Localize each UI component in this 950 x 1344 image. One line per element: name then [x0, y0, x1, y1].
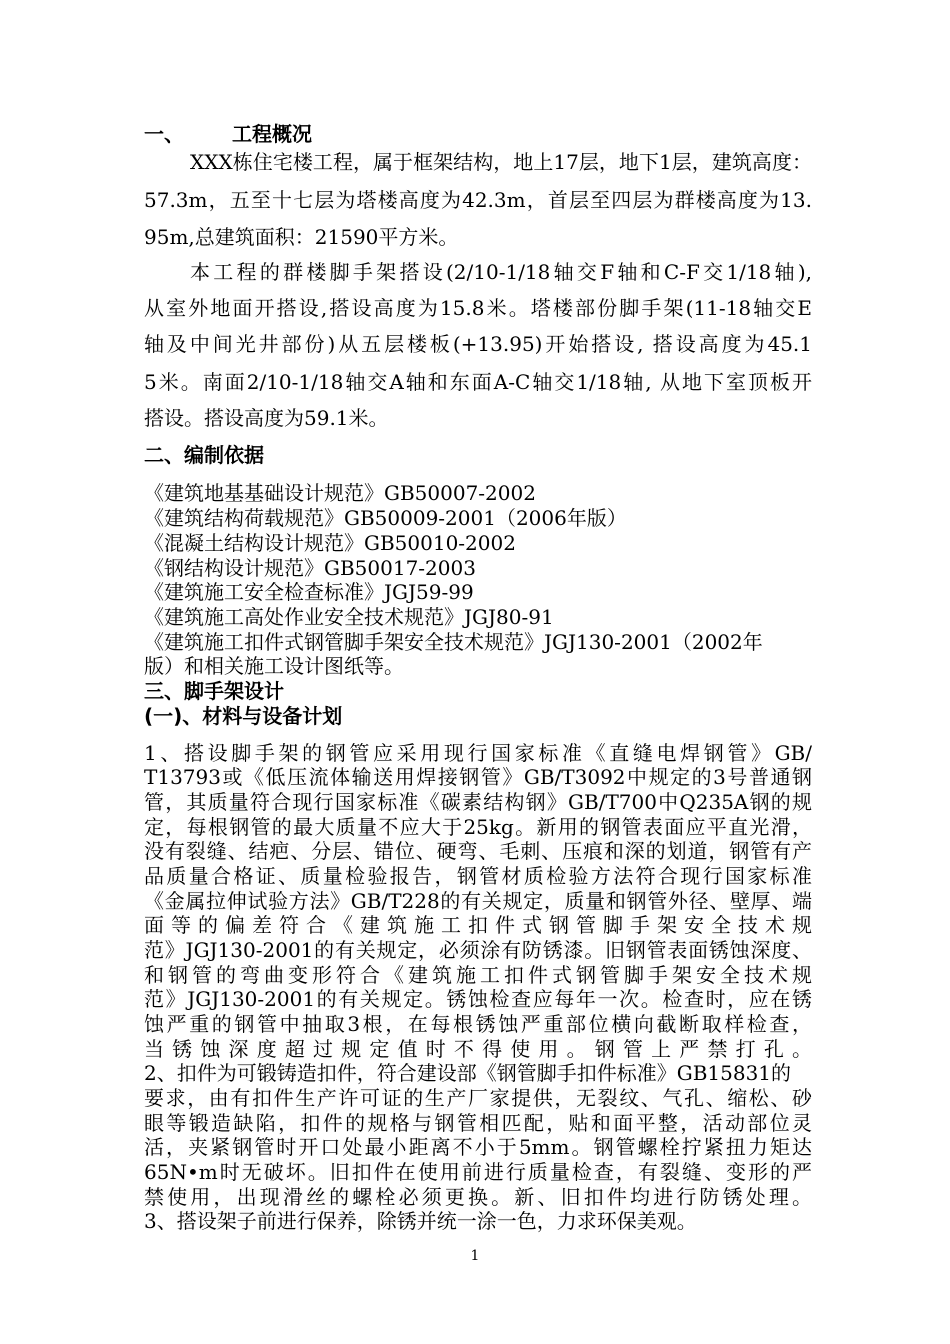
paragraph-line: 本工程的群楼脚手架搭设(2/10-1/18轴交F轴和C-F交1/18轴),: [190, 260, 812, 284]
reference-item: 《建筑结构荷载规范》GB50009-2001（2006年版）: [144, 506, 627, 530]
reference-item: 《建筑施工安全检查标准》JGJ59-99: [144, 580, 474, 604]
paragraph-line: 搭设。搭设高度为59.1米。: [144, 406, 389, 430]
section-heading-3: 三、脚手架设计: [144, 679, 284, 703]
page-number: 1: [470, 1248, 480, 1264]
paragraph-line: 要求，由有扣件生产许可证的生产厂家提供，无裂纹、气孔、缩松、砂: [144, 1086, 812, 1110]
paragraph-line: 1、搭设脚手架的钢管应采用现行国家标准《直缝电焊钢管》GB/: [144, 741, 812, 765]
paragraph-line: 95m,总建筑面积：21590平方米。: [144, 225, 459, 249]
paragraph-line: 《金属拉伸试验方法》GB/T228的有关规定，质量和钢管外径、壁厚、端: [144, 889, 812, 913]
paragraph-line: 57.3m，五至十七层为塔楼高度为42.3m，首层至四层为群楼高度为13.: [144, 188, 812, 212]
paragraph-line: T13793或《低压流体输送用焊接钢管》GB/T3092中规定的3号普通钢: [144, 765, 812, 789]
section-title: 工程概况: [232, 122, 312, 146]
paragraph-line: 范》JGJ130-2001的有关规定。锈蚀检查应每年一次。检查时，应在锈: [144, 987, 812, 1011]
reference-item: 《建筑施工扣件式钢管脚手架安全技术规范》JGJ130-2001（2002年: [144, 630, 763, 654]
paragraph-line: XXX栋住宅楼工程，属于框架结构，地上17层，地下1层，建筑高度：: [190, 150, 812, 174]
reference-item: 《建筑地基基础设计规范》GB50007-2002: [144, 481, 536, 505]
section-heading-2: 二、编制依据: [144, 443, 264, 467]
paragraph-line: 3、搭设架子前进行保养，除锈并统一涂一色，力求环保美观。: [144, 1209, 697, 1233]
paragraph-line: 定，每根钢管的最大质量不应大于25kg。新用的钢管表面应平直光滑，: [144, 815, 812, 839]
paragraph-line: 轴及中间光井部份)从五层楼板(+13.95)开始搭设, 搭设高度为45.1: [144, 332, 812, 356]
paragraph-line: 活，夹紧钢管时开口处最小距离不小于5mm。钢管螺栓拧紧扭力矩达: [144, 1135, 812, 1159]
paragraph-line: 眼等锻造缺陷，扣件的规格与钢管相匹配，贴和面平整，活动部位灵: [144, 1111, 812, 1135]
paragraph-line: 当锈蚀深度超过规定值时不得使用。钢管上严禁打孔。: [144, 1037, 812, 1061]
section-number: 一、: [144, 122, 184, 146]
paragraph-line: 蚀严重的钢管中抽取3根，在每根锈蚀严重部位横向截断取样检查，: [144, 1012, 812, 1036]
reference-item: 《混凝土结构设计规范》GB50010-2002: [144, 531, 516, 555]
paragraph-line: 5米。南面2/10-1/18轴交A轴和东面A-C轴交1/18轴, 从地下室顶板开: [144, 370, 812, 394]
paragraph-line: 和钢管的弯曲变形符合《建筑施工扣件式钢管脚手架安全技术规: [144, 963, 812, 987]
subsection-heading: (一)、材料与设备计划: [144, 704, 343, 728]
paragraph-line: 面等的偏差符合《建筑施工扣件式钢管脚手架安全技术规: [144, 913, 812, 937]
paragraph-line: 2、扣件为可锻铸造扣件，符合建设部《钢管脚手扣件标准》GB15831的: [144, 1061, 792, 1085]
paragraph-line: 65N•m时无破坏。旧扣件在使用前进行质量检查，有裂缝、变形的严: [144, 1160, 812, 1184]
paragraph-line: 禁使用，出现滑丝的螺栓必须更换。新、旧扣件均进行防锈处理。: [144, 1185, 812, 1209]
paragraph-line: 品质量合格证、质量检验报告，钢管材质检验方法符合现行国家标准: [144, 864, 812, 888]
reference-item: 《钢结构设计规范》GB50017-2003: [144, 556, 476, 580]
paragraph-line: 范》JGJ130-2001的有关规定，必须涂有防锈漆。旧钢管表面锈蚀深度、: [144, 938, 812, 962]
section-heading-1: [144, 124, 312, 144]
paragraph-line: 从室外地面开搭设,搭设高度为15.8米。塔楼部份脚手架(11-18轴交E: [144, 296, 812, 320]
paragraph-line: 没有裂缝、结疤、分层、错位、硬弯、毛刺、压痕和深的划道，钢管有产: [144, 839, 812, 863]
paragraph-line: 管，其质量符合现行国家标准《碳素结构钢》GB/T700中Q235A钢的规: [144, 790, 812, 814]
reference-item: 版）和相关施工设计图纸等。: [144, 654, 404, 678]
reference-item: 《建筑施工高处作业安全技术规范》JGJ80-91: [144, 605, 554, 629]
